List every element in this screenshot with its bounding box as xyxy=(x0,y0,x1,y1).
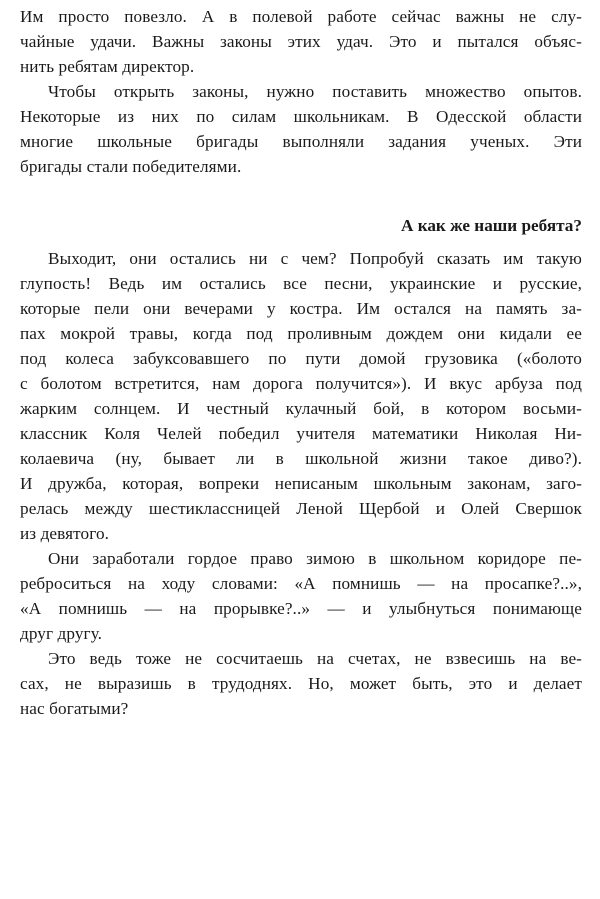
paragraph xyxy=(20,646,582,721)
text-line: Некоторые из них по силам школьникам. В Одесской области xyxy=(20,107,582,126)
paragraph xyxy=(20,79,582,179)
text-line: релась между шестиклассницей Леной Щербой и Олей Свершок xyxy=(20,499,582,518)
text-line: сах, не выразишь в трудоднях. Но, может быть, это и делает xyxy=(20,674,582,693)
text-line: нас богатыми? xyxy=(20,699,129,718)
document-page xyxy=(20,4,582,721)
text-line: Выходит, они остались ни с чем? Попробуй сказать им такую xyxy=(48,249,582,268)
text-line: «А помнишь — на прорывке?..» — и улыбнуться понимающе xyxy=(20,599,582,618)
text-line: нить ребятам директор. xyxy=(20,57,195,76)
paragraph xyxy=(20,546,582,646)
text-line: из девятого. xyxy=(20,524,110,543)
text-line: с болотом встретится, нам дорога получится»). И вкус арбуза под xyxy=(20,374,582,393)
text-line: чайные удачи. Важны законы этих удач. Это и пытался объяс- xyxy=(20,32,582,51)
text-line: пах мокрой травы, когда под проливным дождем они кидали ее xyxy=(20,324,582,343)
text-line: которые пели они вечерами у костра. Им остался на память за- xyxy=(20,299,582,318)
paragraph xyxy=(20,246,582,546)
text-line: бригады стали победителями. xyxy=(20,157,242,176)
text-line: под колеса забуксовавшего по пути домой грузовика («болото xyxy=(20,349,582,368)
text-line: Им просто повезло. А в полевой работе сейчас важны не слу- xyxy=(20,7,582,26)
section-heading: А как же наши ребята? xyxy=(400,216,582,235)
text-line: колаевича (ну, бывает ли в школьной жизни такое диво?). xyxy=(20,449,582,468)
paragraph xyxy=(20,4,582,79)
text-line: Чтобы открыть законы, нужно поставить множество опытов. xyxy=(48,82,582,101)
text-line: Они заработали гордое право зимою в школьном коридоре пе- xyxy=(48,549,582,568)
text-line: классник Коля Челей победил учителя математики Николая Ни- xyxy=(20,424,582,443)
text-line: Это ведь тоже не сосчитаешь на счетах, не взвесишь на ве- xyxy=(48,649,582,668)
text-line: друг другу. xyxy=(20,624,103,643)
text-line: многие школьные бригады выполняли задания ученых. Эти xyxy=(20,132,582,151)
text-line: реброситься на ходу словами: «А помнишь — на просапке?..», xyxy=(20,574,582,593)
text-line: жарким солнцем. И честный кулачный бой, в котором восьми- xyxy=(20,399,582,418)
text-line: И дружба, которая, вопреки неписаным школьным законам, заго- xyxy=(20,474,582,493)
text-line: глупость! Ведь им остались все песни, украинские и русские, xyxy=(20,274,582,293)
